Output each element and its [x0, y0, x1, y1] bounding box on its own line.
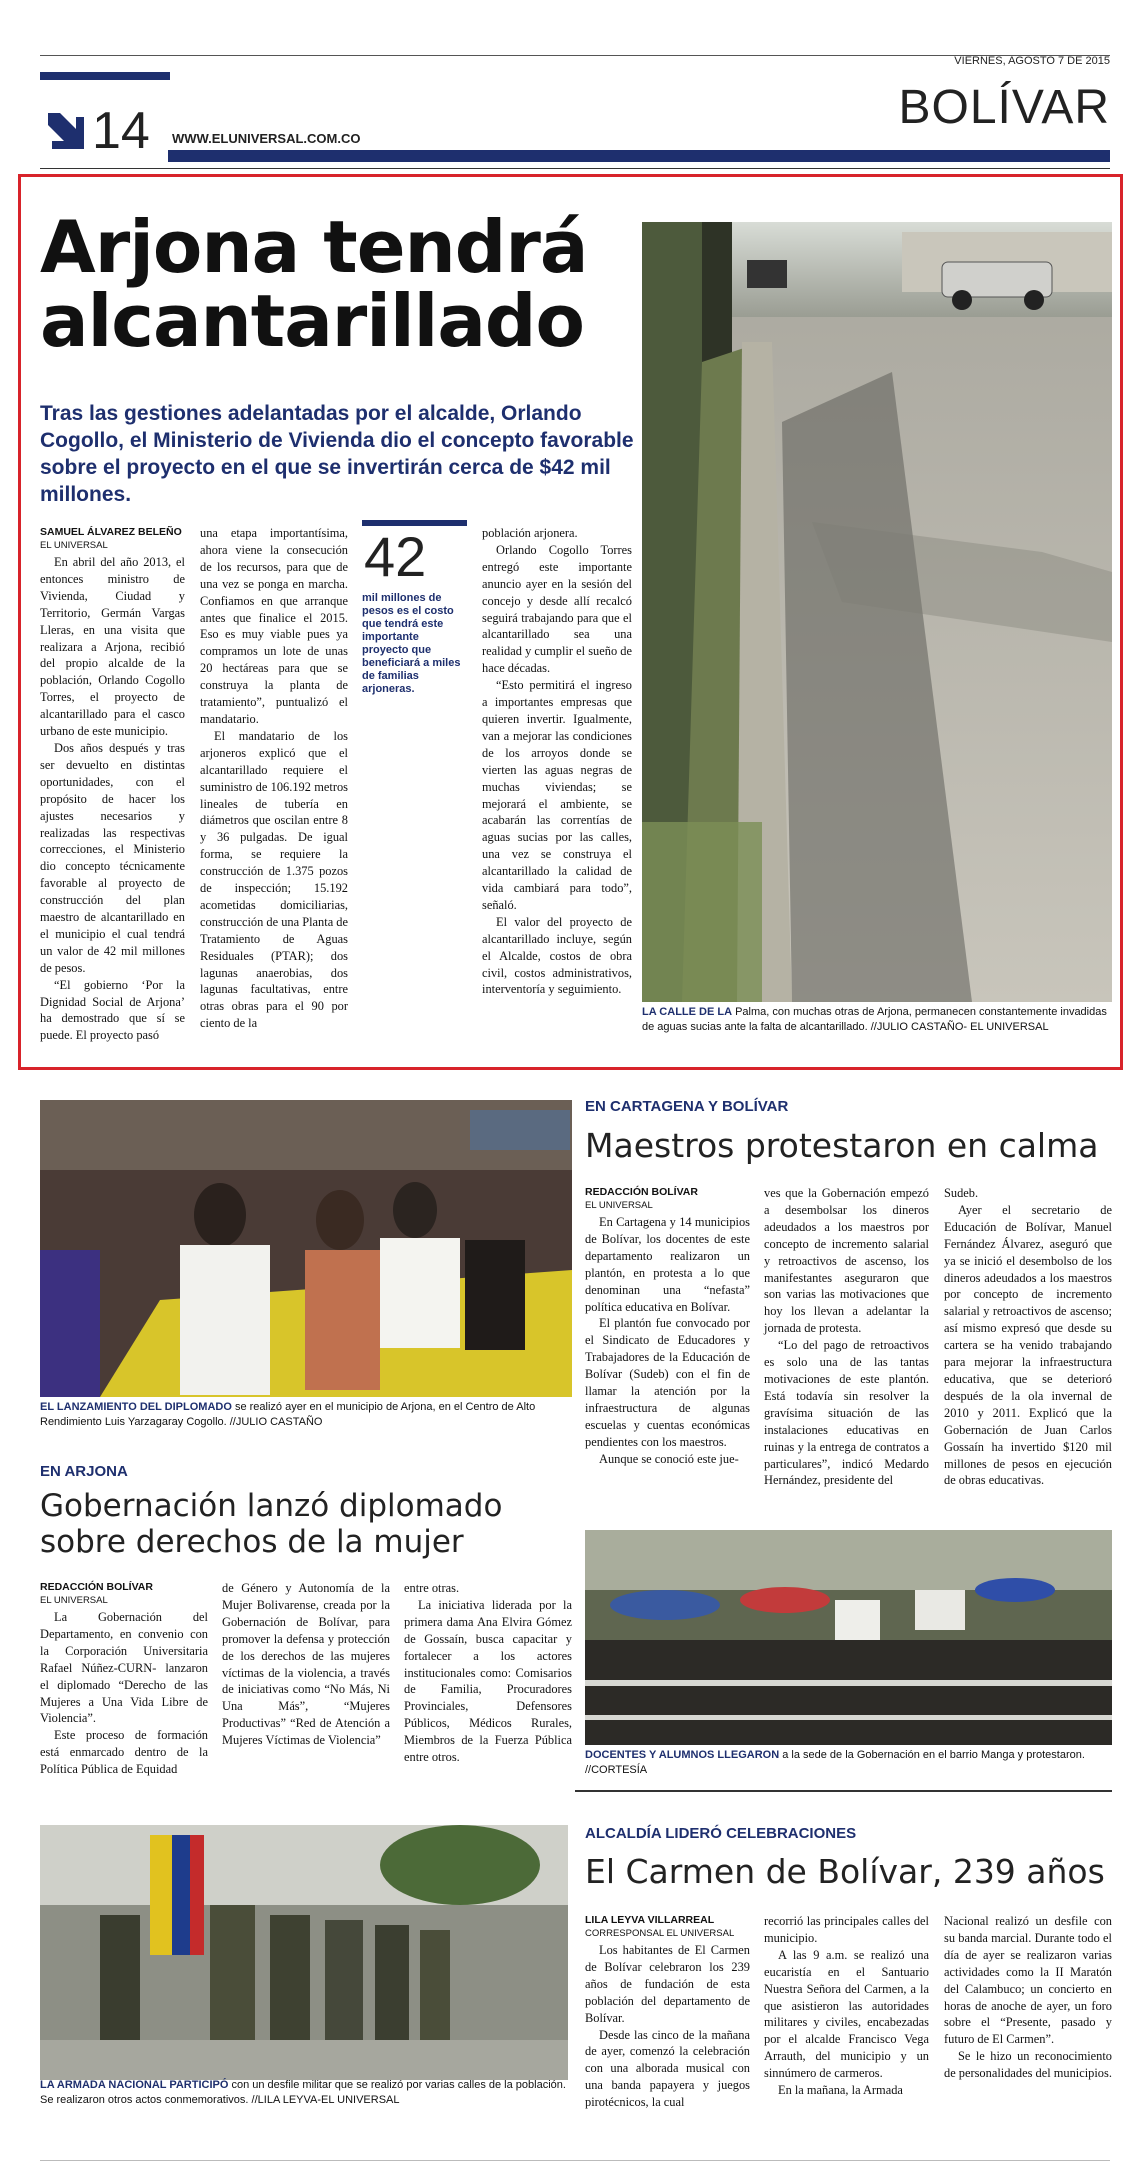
lead-paragraph: “Esto permitirá el ingreso a importantes empresas que quieren invertir. Igualmente, van a mejorar las condiciones de los arroyos donde se vierten las aguas negras de muchas viviendas; se mejorará el ambiente, se acabarán las correntías de aguas sucias por las calles, una vez se construya el alcantarillado la calidad de vida cambiará para todo”, señaló. — [482, 678, 632, 912]
lead-byline: SAMUEL ÁLVAREZ BELEÑO — [40, 526, 182, 538]
carmen-kicker: ALCALDÍA LIDERÓ CELEBRACIONES — [585, 1825, 857, 1842]
masthead-rule-top-thick — [40, 72, 170, 80]
caption-lead: EL LANZAMIENTO DEL DIPLOMADO — [40, 1401, 232, 1413]
maestros-paragraph: Ayer el secretario de Educación de Bolívar, Manuel Fernández Álvarez, aseguró que ya se inició el desembolso de los dineros adeudados a los maestros por concepto de incremento salarial y retroactivos de ascenso; así mismo expresó que desde su cartera se ha venido trabajando para mejorar la infraestructura educativa, que se deterioró después de la ola invernal de 2010 y 2011. Explicó que la Gobernación de Juan Carlos Gossaín ha invertido $120 mil millones de pesos en ejecución de obras educativas. — [944, 1202, 1112, 1488]
lead-col-3 — [482, 525, 632, 998]
maestros-photo — [585, 1530, 1112, 1745]
maestros-outlet: EL UNIVERSAL — [585, 1200, 653, 1211]
diplomado-byline: REDACCIÓN BOLÍVAR — [40, 1581, 153, 1593]
diplomado-paragraph: Este proceso de formación está enmarcado dentro de la Política Pública de Equidad — [40, 1728, 208, 1777]
carmen-paragraph: Desde las cinco de la mañana de ayer, comenzó la celebración con una alborada musical con una banda papayera y juegos pirotécnicos, la cual — [585, 2027, 750, 2110]
lead-paragraph: Dos años después y tras ser devuelto en distintas oportunidades, con el propósito de hacer los ajustes necesarios y realizadas las respectivas correcciones, el Ministerio dio concepto técnicamente favorable al proyecto de construcción del plan maestro de alcantarillado en el municipio el cual tendrá un valor de 42 mil millones de pesos. — [40, 740, 185, 975]
diplomado-col-1 — [40, 1580, 208, 1778]
carmen-photo — [40, 1825, 568, 2080]
lead-headline-line1: Arjona tendrá — [40, 205, 588, 289]
carmen-paragraph: Los habitantes de El Carmen de Bolívar celebraron los 239 años de fundación de esta población del departamento de Bolívar. — [585, 1943, 750, 2025]
masthead-date: VIERNES, AGOSTO 7 DE 2015 — [954, 55, 1110, 67]
section-divider — [575, 1790, 1112, 1792]
lead-photo-caption — [642, 1005, 1112, 1035]
lead-col-2 — [200, 525, 348, 1032]
maestros-photo-caption — [585, 1748, 1112, 1778]
carmen-paragraph: A las 9 a.m. se realizó una eucaristía en el Santuario Nuestra Señora del Carmen, a la que asistieron las autoridades militares y civiles, encabezadas por el alcalde Francisco Vega Arrauth, del municipio y un sinnúmero de carmeros. — [764, 1947, 929, 2081]
carmen-paragraph: Nacional realizó un desfile con su banda marcial. Durante todo el día de ayer se realizaron varias actividades como la II Maratón del Calambuco; un concierto en horas de anoche de ayer, un foro sobre el “Presente, pasado y futuro de El Carmen”. — [944, 1914, 1112, 2047]
diplomado-paragraph: La Gobernación del Departamento, en convenio con la Corporación Universitaria Rafael Núñez-CURN- lanzaron el diplomado “Derecho de las Mujeres a Una Vida Libre de Violencia”. — [40, 1610, 208, 1726]
diplomado-col-3 — [404, 1580, 572, 1766]
caption-lead: LA ARMADA NACIONAL PARTICIPÓ — [40, 2079, 229, 2091]
lead-deck: Tras las gestiones adelantadas por el alcalde, Orlando Cogollo, el Ministerio de Vivienda dio el concepto favorable sobre el proyecto en el que se invertirán cerca de $42 mil millones. — [40, 402, 634, 506]
masthead-rule-bottom — [168, 150, 1110, 162]
masthead-rule-bottom-thin — [40, 168, 1110, 169]
caption-text: se realizó ayer en el municipio de Arjona, en el Centro de Alto Rendimiento Luis Yarzagaray Cogollo. //JULIO CASTAÑO — [40, 1401, 536, 1428]
caption-lead: DOCENTES Y ALUMNOS LLEGARON — [585, 1749, 780, 1761]
arrow-icon — [44, 109, 88, 153]
lead-col-1 — [40, 525, 185, 1044]
diplomado-col-2 — [222, 1580, 390, 1749]
carmen-headline: El Carmen de Bolívar, 239 años — [585, 1852, 1105, 1891]
lead-headline-line2: alcantarillado — [40, 279, 584, 363]
diplomado-headline — [40, 1488, 580, 1560]
diplomado-paragraph: de Género y Autonomía de la Mujer Bolivarense, creada por la Gobernación de Bolívar, para promover la defensa y protección de los derechos de las mujeres víctimas de la violencia, a través de iniciativas como “No Más, Ni Una Más”, “Mujeres Productivas” “Red de Atención a Mujeres Víctimas de Violencia” — [222, 1581, 390, 1748]
maestros-paragraph: “Lo del pago de retroactivos es solo una de las tantas motivaciones de este plantón. Está todavía sin resolver la gravísima situación de las instalaciones educativas en ruinas y la entrega de contratos a particulares”, indicó Medardo Hernández, presidente del — [764, 1338, 929, 1488]
maestros-col-1 — [585, 1185, 750, 1468]
carmen-col-2 — [764, 1913, 929, 2099]
caption-lead: LA CALLE DE LA — [642, 1006, 733, 1018]
maestros-paragraph: ves que la Gobernación empezó a desembolsar los dineros adeudados a los maestros por concepto de incremento salarial y retroactivos de ascenso, los manifestantes aseguraron que son varias las motivaciones que hoy los llevan a adelantar la jornada de protesta. — [764, 1186, 929, 1336]
website-link[interactable]: WWW.ELUNIVERSAL.COM.CO — [172, 131, 361, 146]
diplomado-paragraph: entre otras. — [404, 1581, 460, 1595]
lead-paragraph: En abril del año 2013, el entonces ministro de Vivienda, Ciudad y Territorio, Germán Vargas Lleras, en una visita que realizara a Arjona, recibió del propio alcalde de la población, Orlando Cogollo Torres, el proyecto de alcantarillado para el casco urbano de este municipio. — [40, 555, 185, 739]
diplomado-paragraph: La iniciativa liderada por la primera dama Ana Elvira Gómez de Gossaín, busca capacitar y fortalecer a los actores institucionales como: Comisarios de Familia, Procuradores Provinciales, Defensores Públicos, Médicos Rurales, Miembros de la Fuerza Pública entre otros. — [404, 1597, 572, 1765]
maestros-paragraph: Aunque se conoció este jue- — [599, 1451, 739, 1466]
carmen-col-3 — [944, 1913, 1112, 2082]
caption-text: con un desfile militar que se realizó por varias calles de la población. Se realizaron otros actos conmemorativos. //LILA LEYVA-EL UNIVERSAL — [40, 2079, 566, 2106]
maestros-col-2 — [764, 1185, 929, 1489]
carmen-photo-caption — [40, 2078, 568, 2108]
lead-paragraph: El valor del proyecto de alcantarillado incluye, según el Alcalde, costos de obra civil, costos administrativos, interventoría y seguimiento. — [482, 914, 632, 997]
maestros-byline: REDACCIÓN BOLÍVAR — [585, 1186, 698, 1198]
maestros-headline: Maestros protestaron en calma — [585, 1126, 1099, 1165]
lead-paragraph: una etapa importantísima, ahora viene la consecución de los recursos, para que de una vez se ponga en marcha. Confiamos en que arranque antes que finalice el 2015. Eso es muy viable pues ya compramos un lote de unas 20 hectáreas para que se construya la planta de tratamiento”, puntualizó el mandatario. — [200, 526, 348, 726]
carmen-paragraph: Se le hizo un reconocimiento de personalidades del municipios. — [944, 2049, 1112, 2081]
factbox-text: mil millones de pesos es el costo que tendrá este importante proyecto que beneficiará a miles de familias arjoneras. — [362, 592, 461, 695]
lead-paragraph: población arjonera. — [482, 526, 578, 540]
caption-text: Palma, con muchas otras de Arjona, permanecen constantemente invadidas de aguas sucias ante la falta de alcantarillado. //JULIO CASTAÑO- EL UNIVERSAL — [642, 1006, 1107, 1033]
carmen-outlet: CORRESPONSAL EL UNIVERSAL — [585, 1928, 735, 1939]
diplomado-photo-caption — [40, 1400, 572, 1430]
diplomado-outlet: EL UNIVERSAL — [40, 1595, 108, 1606]
maestros-kicker: EN CARTAGENA Y BOLÍVAR — [585, 1098, 789, 1115]
factbox-number: 42 — [364, 525, 427, 588]
carmen-col-1 — [585, 1913, 750, 2111]
masthead-rule-top-thin — [40, 55, 1110, 56]
lead-headline — [40, 205, 640, 363]
factbox — [362, 520, 467, 696]
maestros-paragraph: En Cartagena y 14 municipios de Bolívar, los docentes de este departamento realizaron un plantón, en protesta a lo que denominan una “nefasta” política educativa en Bolívar. — [585, 1215, 750, 1314]
section-title: BOLÍVAR — [898, 81, 1110, 134]
diplomado-kicker: EN ARJONA — [40, 1463, 128, 1480]
lead-paragraph: “El gobierno ‘Por la Dignidad Social de Arjona’ ha demostrado que sí se puede. El proyecto pasó — [40, 977, 185, 1043]
carmen-byline: LILA LEYVA VILLARREAL — [585, 1914, 715, 1926]
masthead — [40, 55, 1110, 170]
lead-paragraph: El mandatario de los arjoneros explicó que el alcantarillado requiere el suministro de 106.192 metros lineales de tubería en diámetros que oscilan entre 8 y 36 pulgadas. De igual forma, se requiere la construcción de 1.375 pozos de inspección; 15.192 acometidas domiciliarias, construcción de una Planta de Tratamiento de Aguas Residuales (PTAR); dos lagunas anaerobias, dos lagunas facultativas, entre otras obras para el 90 por ciento de la — [200, 728, 348, 1031]
page-bottom-rule — [40, 2160, 1110, 2161]
maestros-col-3 — [944, 1185, 1112, 1489]
carmen-paragraph: En la mañana, la Armada — [778, 2083, 903, 2098]
carmen-paragraph: recorrió las principales calles del municipio. — [764, 1914, 929, 1945]
maestros-paragraph: Sudeb. — [944, 1186, 979, 1200]
diplomado-headline-line2: sobre derechos de la mujer — [40, 1524, 464, 1560]
maestros-paragraph: El plantón fue convocado por el Sindicato de Educadores y Trabajadores de la Educación de Bolívar (Sudeb) con el fin de llamar la atención por la infraestructura de algunas escuelas y cuentas económicas pendientes con los maestros. — [585, 1316, 750, 1449]
diplomado-photo — [40, 1100, 572, 1397]
lead-outlet: EL UNIVERSAL — [40, 540, 108, 551]
diplomado-headline-line1: Gobernación lanzó diplomado — [40, 1488, 503, 1524]
caption-text: a la sede de la Gobernación en el barrio Manga y protestaron. //CORTESÍA — [585, 1749, 1085, 1776]
lead-paragraph: Orlando Cogollo Torres entregó este importante anuncio ayer en la sesión del concejo y desde allí recalcó seguirá trabajando para que el alcantarillado sea una realidad y cumplir el sueño de hace décadas. — [482, 542, 632, 676]
lead-photo-street — [642, 222, 1112, 1002]
page-number: 14 — [92, 102, 150, 160]
